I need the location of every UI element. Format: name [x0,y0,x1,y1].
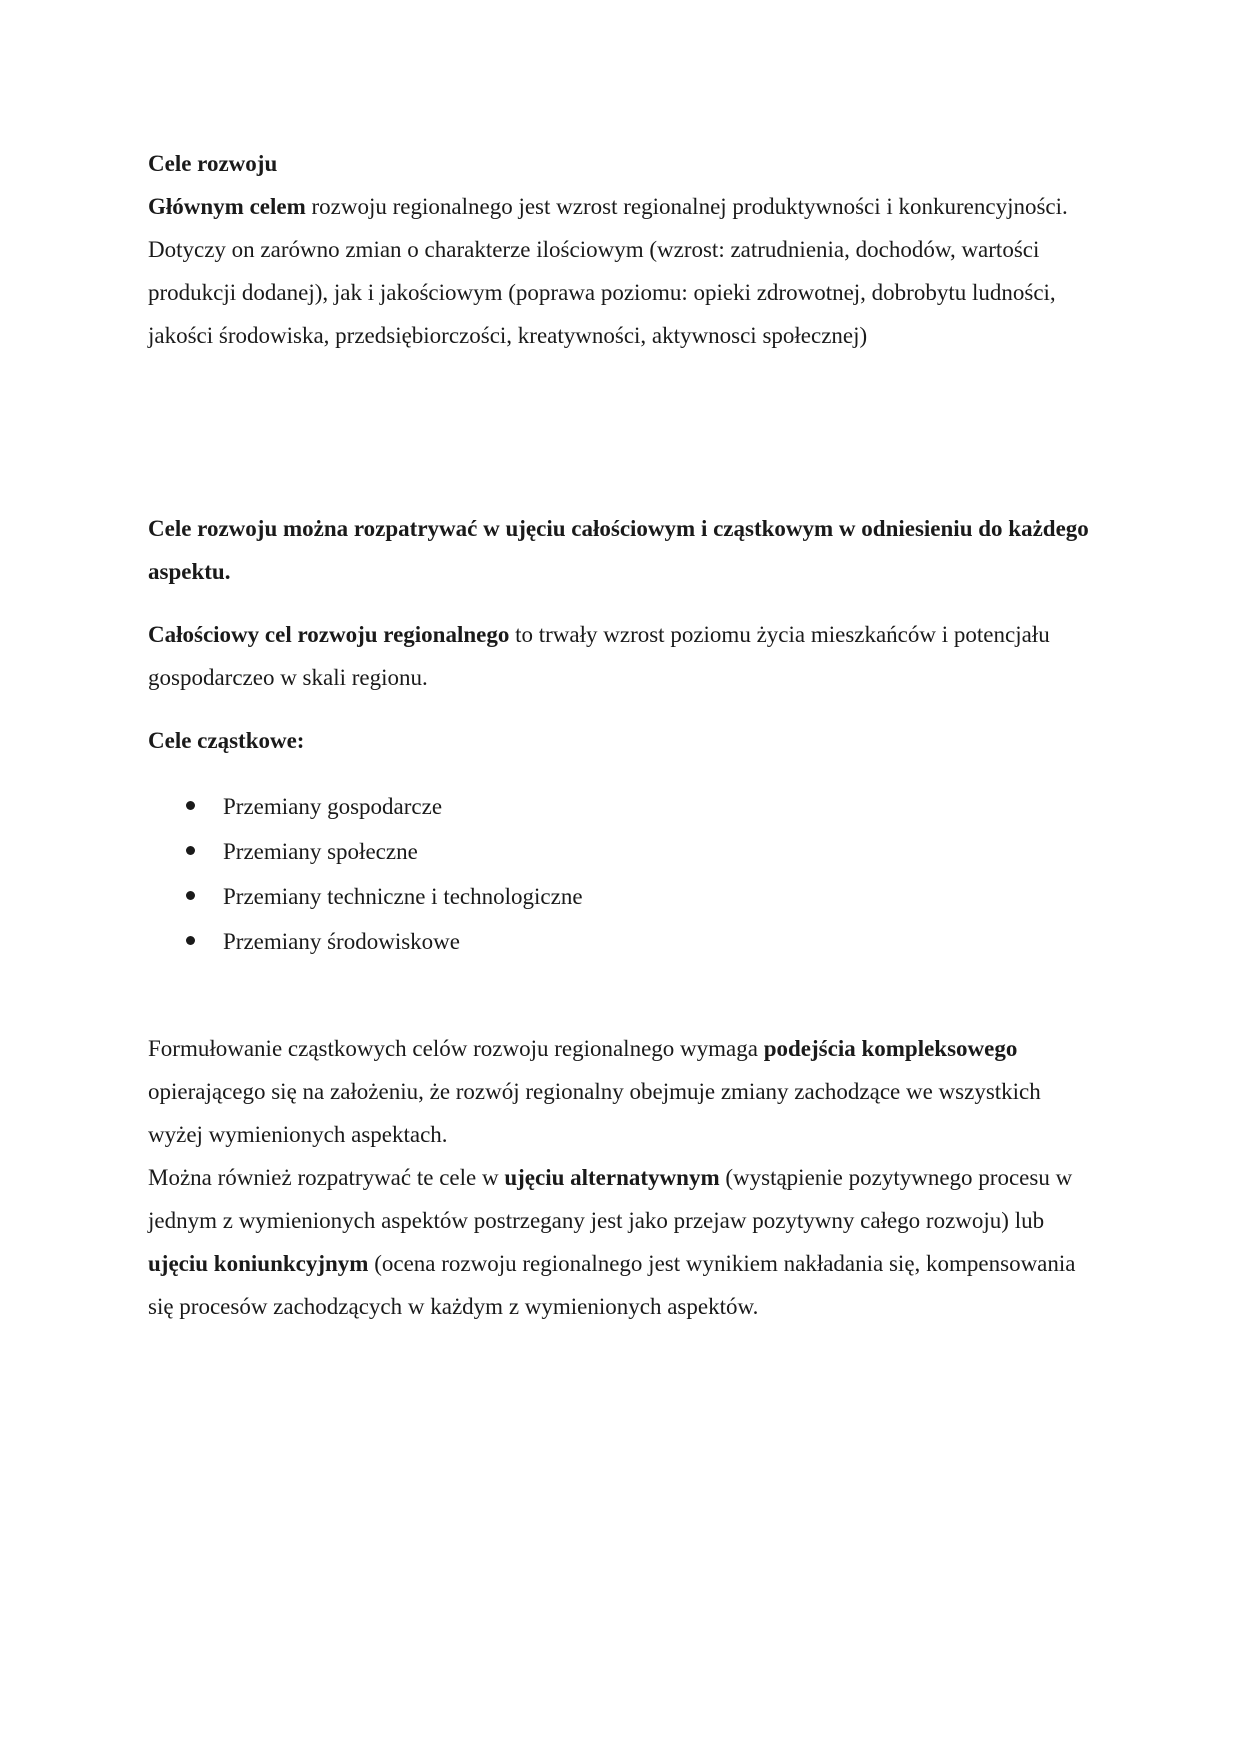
bold-phrase: Całościowy cel rozwoju regionalnego [148,622,510,647]
list-item [148,784,1048,829]
bold-phrase: ujęciu koniunkcyjnym [148,1251,369,1276]
bullet-icon [186,846,195,855]
section-approach [148,507,1098,593]
list-item-text: Przemiany gospodarcze [223,794,443,819]
section-heading: Cele rozwoju [148,151,278,176]
bold-phrase: podejścia kompleksowego [763,1036,1018,1061]
list-item-text: Przemiany środowiskowe [223,929,460,954]
list-item [148,919,1048,964]
paragraph-text: rozwoju regionalnego jest wzrost regionalnej produktywności i konkurencyjności. [305,194,1068,219]
paragraph-text: Można również rozpatrywać te cele w [148,1165,505,1190]
section-heading: Cele rozwoju można rozpatrywać w ujęciu całościowym i cząstkowym w odniesieniu do każdego aspektu. [148,516,1089,584]
bullet-icon [186,801,195,810]
bold-phrase: ujęciu alternatywnym [504,1165,720,1190]
bold-phrase: Głównym celem [148,194,306,219]
bullet-icon [186,936,195,945]
section-formulation [148,1027,1098,1328]
paragraph-alternative-approach [148,1156,1098,1328]
partial-goals-list [148,784,1048,964]
paragraph-scope: Dotyczy on zarówno zmian o charakterze ilościowym (wzrost: zatrudnienia, dochodów, wartości produkcji dodanej), jak i jakościowym (poprawa poziomu: opieki zdrowotnej, dobrobytu ludności, jakości środowiska, przedsiębiorczości, kreatywności, aktywnosci społecznej) [148,237,1056,348]
list-item-text: Przemiany społeczne [223,839,418,864]
bullet-icon [186,891,195,900]
paragraph-overall-goal [148,613,1098,699]
paragraph-text: opierającego się na założeniu, że rozwój regionalny obejmuje zmiany zachodzące we wszystkich wyżej wymienionych aspektach. [148,1079,1041,1147]
list-item [148,874,1048,919]
list-item [148,829,1048,874]
section-overall-goal [148,613,1098,699]
section-partial-goals-heading [148,719,1098,762]
paragraph-text: to trwały wzrost poziomu życia mieszkańców i potencjału gospodarczeo w skali regionu. [148,622,1050,690]
paragraph-text: (wystąpienie pozytywnego procesu w jednym z wymienionych aspektów postrzegany jest jako przejaw pozytywny całego rozwoju) lub [148,1165,1073,1233]
list-item-text: Przemiany techniczne i technologiczne [223,884,583,909]
section-heading: Cele cząstkowe: [148,728,305,753]
section-goals [148,142,1098,357]
paragraph-text: Formułowanie cząstkowych celów rozwoju regionalnego wymaga [148,1036,764,1061]
paragraph-text: (ocena rozwoju regionalnego jest wynikiem nakładania się, kompensowania się procesów zachodzących w każdym z wymienionych aspektów. [148,1251,1076,1319]
paragraph-complex-approach [148,1027,1098,1156]
paragraph-main-goal [148,185,1098,228]
